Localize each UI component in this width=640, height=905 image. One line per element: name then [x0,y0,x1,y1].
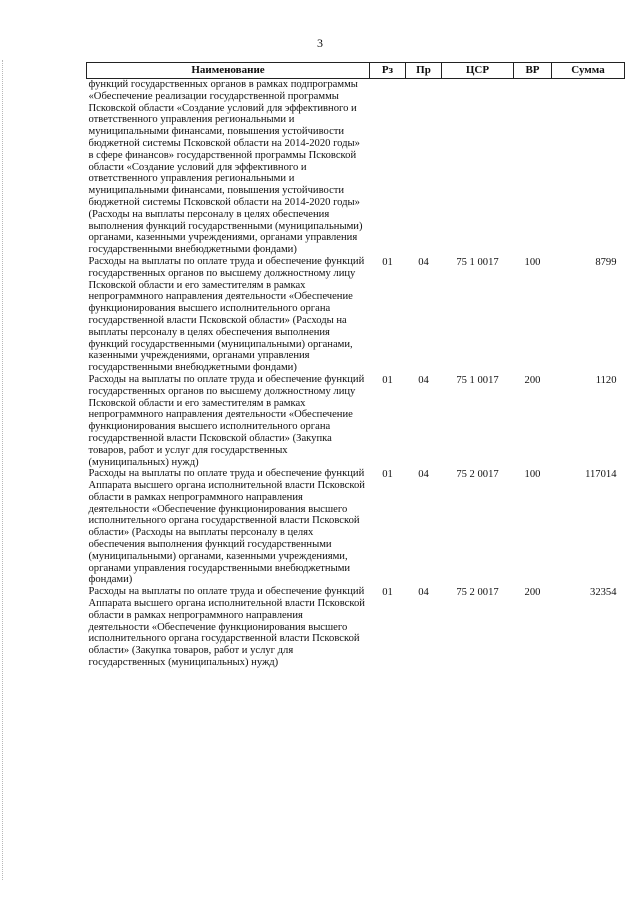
row-name: Расходы на выплаты по оплате труда и обеспечение функций Аппарата высшего органа исполнительной власти Псковской области в рамках непрограммного направления деятельности «Обеспечение функционирования высшего исполнительного органа государственной власти Псковской области» (Закупка товаров, работ и услуг для государственных (муниципальных) нужд) [88,586,365,669]
row-name: Расходы на выплаты по оплате труда и обеспечение функций государственных органов по высшему должностному лицу Псковской области и его заместителям в рамках непрограммного направления деятельности «Обеспечение функционирования высшего исполнительного органа государственной власти Псковской области» (Закупка товаров, работ и услуг для государственных (муниципальных) нужд) [88,373,365,468]
row-name: Расходы на выплаты по оплате труда и обеспечение функций государственных органов по высшему должностному лицу Псковской области и его заместителям в рамках непрограммного направления деятельности «Обеспечение функционирования высшего исполнительного органа государственной власти Псковской области» (Расходы на выплаты персоналу в целях обеспечения выполнения функций государственными (муниципальными) органами, казенными учреждениями, органами управления государственными внебюджетными фондами) [88,255,365,374]
row-rz: 01 [382,587,393,599]
header-sum: Сумма [552,63,625,79]
row-sum: 8799 [595,256,617,268]
table-row [87,468,625,586]
header-name: Наименование [87,63,370,79]
row-sum: 1120 [595,374,617,386]
row-pr: 04 [418,587,429,599]
row-vr [514,79,552,256]
row-sum: 117014 [585,469,617,481]
scan-edge-mark [2,60,4,880]
header-pr: Пр [406,63,442,79]
row-sum: 32354 [590,587,617,599]
header-vr: ВР [514,63,552,79]
header-csr: ЦСР [442,63,514,79]
row-vr: 100 [524,469,541,481]
row-csr: 75 1 0017 [456,374,499,386]
row-csr [442,79,514,256]
row-rz: 01 [382,374,393,386]
row-csr: 75 2 0017 [456,469,499,481]
budget-table [86,62,625,669]
row-csr: 75 1 0017 [456,256,499,268]
row-csr: 75 2 0017 [456,587,499,599]
row-sum [552,79,625,256]
header-rz: Рз [370,63,406,79]
table-row [87,374,625,468]
row-rz: 01 [382,469,393,481]
row-name: Расходы на выплаты по оплате труда и обеспечение функций Аппарата высшего органа исполнительной власти Псковской области в рамках непрограммного направления деятельности «Обеспечение функционирования высшего исполнительного органа государственной власти Псковской области» (Расходы на выплаты персоналу в целях обеспечения выполнения функций государственными (муниципальными) органами, казенными учреждениями, органами управления государственными внебюджетными фондами) [88,468,365,586]
row-vr: 200 [524,587,541,599]
row-pr [406,79,442,256]
table-row [87,586,625,669]
row-name: функций государственных органов в рамках подпрограммы «Обеспечение реализации государственной программы Псковской области «Создание условий для эффективного и ответственного управления региональными и муниципальными финансами, повышения устойчивости бюджетной системы Псковской области на 2014-2020 годы» в сфере финансов» государственной программы Псковской области «Создание условий для эффективного и ответственного управления региональными и муниципальными финансами, повышения устойчивости бюджетной системы Псковской области на 2014-2020 годы» (Расходы на выплаты персоналу в целях обеспечения выполнения функций государственными (муниципальными) органами, казенными учреждениями, органами управления государственными внебюджетными фондами) [88,79,363,256]
row-rz: 01 [382,256,393,268]
row-pr: 04 [418,469,429,481]
table-header-row [87,63,625,79]
row-pr: 04 [418,256,429,268]
table-row [87,256,625,374]
row-vr: 200 [524,374,541,386]
row-vr: 100 [524,256,541,268]
row-pr: 04 [418,374,429,386]
row-rz [370,79,406,256]
table-row [87,79,625,256]
page-number: 3 [317,36,323,50]
